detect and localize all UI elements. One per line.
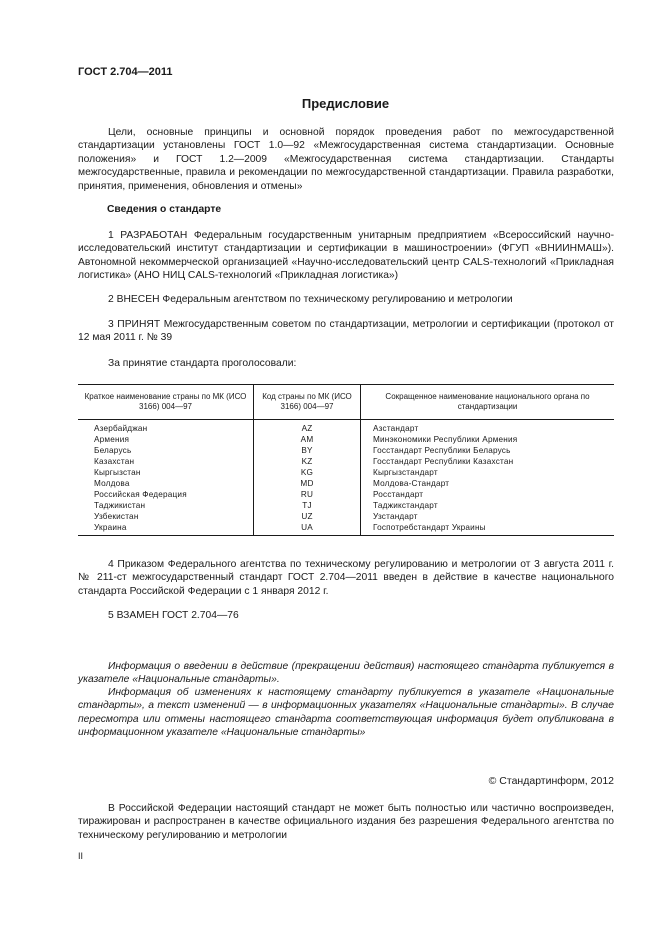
page-title: Предисловие bbox=[301, 96, 390, 111]
copyright: © Стандартинформ, 2012 bbox=[488, 775, 614, 787]
cell-code: AM bbox=[254, 434, 361, 445]
intro-paragraph bbox=[78, 126, 614, 193]
table-body bbox=[78, 420, 614, 536]
table-row bbox=[78, 420, 614, 435]
intro-text: Цели, основные принципы и основной порядок проведения работ по межгосударственной стандартизации установлены ГОСТ 1.0—92 «Межгосударственная система стандартизации. Основные положения» и ГОСТ 1.2—2009 «Межгосударственная система стандартизации. Стандарты межгосударственные, правила и рекомендации по межгосударственной стандартизации. Правила разработки, принятия, применения, обновления и отмены» bbox=[78, 127, 614, 192]
restriction-text: В Российской Федерации настоящий стандарт не может быть полностью или частично воспроизведен, тиражирован и распространен в качестве официального издания без разрешения Федерального агентства по техническому регулированию и метрологии bbox=[78, 803, 614, 841]
cell-code: RU bbox=[254, 489, 361, 500]
restriction-paragraph bbox=[78, 802, 614, 842]
table-row bbox=[78, 489, 614, 500]
table-row bbox=[78, 445, 614, 456]
cell-code: KG bbox=[254, 467, 361, 478]
table-header-code: Код страны по МК (ИСО 3166) 004—97 bbox=[254, 385, 361, 420]
cell-country: Кыргызстан bbox=[94, 468, 141, 477]
table-row bbox=[78, 478, 614, 489]
cell-body: Молдова-Стандарт bbox=[361, 478, 615, 489]
item-3-paragraph bbox=[78, 318, 614, 345]
cell-body: Росстандарт bbox=[361, 489, 615, 500]
cell-body: Узстандарт bbox=[361, 511, 615, 522]
cell-country: Армения bbox=[94, 435, 130, 444]
cell-code: KZ bbox=[254, 456, 361, 467]
cell-code: UZ bbox=[254, 511, 361, 522]
page-number: II bbox=[78, 851, 84, 861]
table-row bbox=[78, 500, 614, 511]
item-5-paragraph bbox=[78, 609, 614, 622]
cell-body: Госпотребстандарт Украины bbox=[361, 522, 615, 536]
cell-code: MD bbox=[254, 478, 361, 489]
note-2-paragraph bbox=[78, 686, 614, 740]
document-header: ГОСТ 2.704—2011 bbox=[78, 66, 173, 78]
note-1-paragraph bbox=[78, 660, 614, 687]
cell-country: Азербайджан bbox=[94, 424, 148, 433]
cell-body: Кыргызстандарт bbox=[361, 467, 615, 478]
table-row bbox=[78, 434, 614, 445]
item-1-paragraph bbox=[78, 229, 614, 283]
cell-country: Узбекистан bbox=[94, 512, 139, 521]
cell-country: Украина bbox=[78, 522, 254, 536]
voting-table bbox=[78, 384, 614, 536]
table-row bbox=[78, 522, 614, 536]
cell-code: AZ bbox=[254, 420, 361, 435]
cell-country: Казахстан bbox=[94, 457, 135, 466]
cell-body: Госстандарт Республики Казахстан bbox=[361, 456, 615, 467]
cell-country: Таджикистан bbox=[94, 501, 146, 510]
cell-country: Российская Федерация bbox=[94, 490, 187, 499]
voted-paragraph bbox=[78, 357, 614, 370]
item-5-text: 5 ВЗАМЕН ГОСТ 2.704—76 bbox=[108, 610, 239, 621]
table-row bbox=[78, 456, 614, 467]
table-header-country: Краткое наименование страны по МК (ИСО 3166) 004—97 bbox=[78, 385, 254, 420]
item-2-text: 2 ВНЕСЕН Федеральным агентством по техническому регулированию и метрологии bbox=[108, 294, 513, 305]
cell-body: Таджикстандарт bbox=[361, 500, 615, 511]
table-row bbox=[78, 467, 614, 478]
cell-country: Молдова bbox=[94, 479, 130, 488]
item-2-paragraph bbox=[78, 293, 614, 306]
note-1-text: Информация о введении в действие (прекращении действия) настоящего стандарта публикуется в указателе «Национальные стандарты». bbox=[78, 661, 614, 686]
info-heading: Сведения о стандарте bbox=[107, 204, 222, 215]
table-header-body: Сокращенное наименование национального органа по стандартизации bbox=[361, 385, 615, 420]
cell-code: TJ bbox=[254, 500, 361, 511]
item-1-text: 1 РАЗРАБОТАН Федеральным государственным унитарным предприятием «Всероссийский научно-исследовательский институт стандартизации и сертификации в машиностроении» (ФГУП «ВНИИНМАШ»). Автономной некоммерческой организацией «Научно-исследовательский центр CALS-технологий «Прикладная логистика» (АНО НИЦ CALS-технологий «Прикладная логистика») bbox=[78, 230, 614, 282]
cell-body: Азстандарт bbox=[361, 420, 615, 435]
item-4-text: 4 Приказом Федерального агентства по техническому регулированию и метрологии от 3 августа 2011 г. № 211-ст межгосударственный стандарт ГОСТ 2.704—2011 введен в действие в качестве национального стандарта Российской Федерации с 1 января 2012 г. bbox=[78, 559, 614, 597]
cell-body: Минэкономики Республики Армения bbox=[361, 434, 615, 445]
item-4-paragraph bbox=[78, 558, 614, 598]
table-header-row bbox=[78, 385, 614, 420]
cell-body: Госстандарт Республики Беларусь bbox=[361, 445, 615, 456]
item-3-text: 3 ПРИНЯТ Межгосударственным советом по стандартизации, метрологии и сертификации (протокол от 12 мая 2011 г. № 39 bbox=[78, 319, 614, 344]
table-row bbox=[78, 511, 614, 522]
cell-code: UA bbox=[254, 522, 361, 536]
voted-text: За принятие стандарта проголосовали: bbox=[108, 358, 297, 369]
cell-country: Беларусь bbox=[94, 446, 132, 455]
note-2-text: Информация об изменениях к настоящему стандарту публикуется в указателе «Национальные стандарты», а текст изменений — в информационных указателях «Национальные стандарты». В случае пересмотра или отмены настоящего стандарта соответствующая информация будет опубликована в информационном указателе «Национальные стандарты» bbox=[78, 687, 614, 739]
cell-code: BY bbox=[254, 445, 361, 456]
